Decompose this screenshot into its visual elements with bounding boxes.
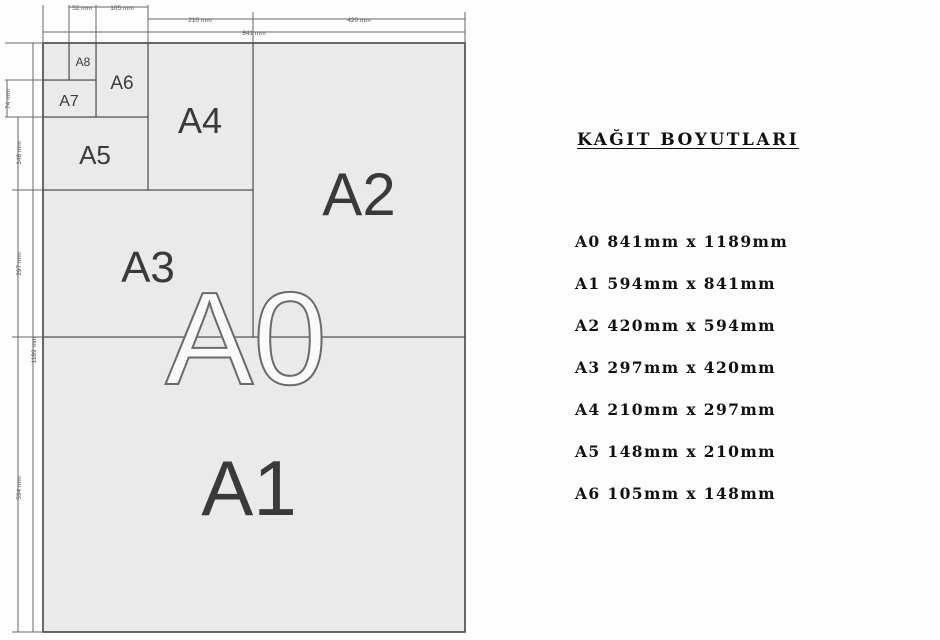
legend-item-a3: A3 297mm x 420mm [575,358,776,377]
sheet-label-a3: A3 [121,243,175,292]
sheet-label-a1: A1 [201,444,297,532]
dim-top-a6: 105 mm [110,5,134,12]
dim-left-a7: 74 mm [5,89,12,109]
dim-top-a0: 841 mm [242,30,266,37]
dim-top-a8: 52 mm [72,5,92,12]
sheet-label-a6: A6 [110,73,134,94]
legend-item-a1: A1 594mm x 841mm [575,274,776,293]
paper-size-legend [575,130,799,515]
dim-top-a2: 420 mm [347,17,371,24]
legend-item-a0: A0 841mm x 1189mm [575,232,789,251]
sheet-label-a8: A8 [75,55,91,69]
legend-item-a5: A5 148mm x 210mm [575,442,776,461]
dim-left-a1: 594 mm [16,476,23,500]
legend-item-a4: A4 210mm x 297mm [575,400,776,419]
dim-top-a4: 210 mm [188,17,212,24]
dim-left-a0: 1189 mm [31,336,38,364]
sheet-label-a0: A0 [165,265,327,412]
sheet-label-a2: A2 [322,161,396,228]
sheet-blank-rect [43,43,69,80]
legend-title: KAĞIT BOYUTLARI [577,130,800,150]
sheet-label-a4: A4 [177,100,223,141]
dim-left-a3: 297 mm [16,252,23,276]
legend-item-a2: A2 420mm x 594mm [575,316,776,335]
legend-item-a6: A6 105mm x 148mm [575,484,776,503]
sheet-label-a5: A5 [79,140,111,170]
sheet-label-a7: A7 [59,93,79,110]
legend-list [575,221,799,515]
dim-left-a5: 148 mm [16,141,23,165]
top-dimension-lines [43,5,465,43]
